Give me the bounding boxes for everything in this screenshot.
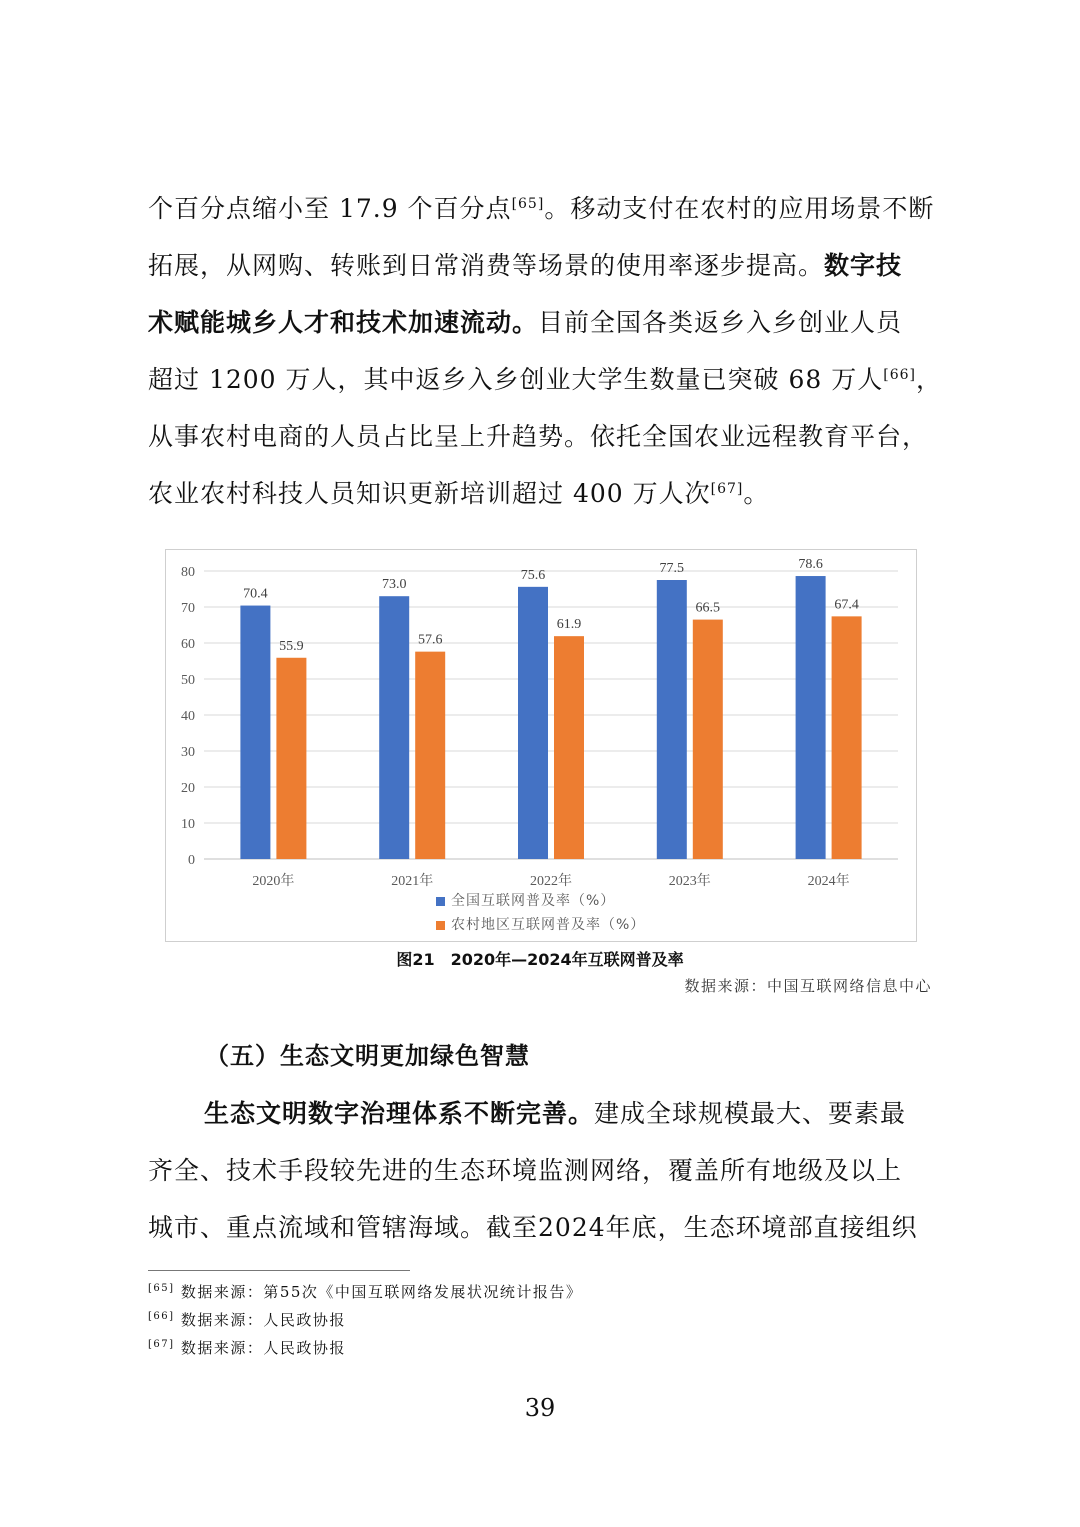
y-tick-label: 40 bbox=[181, 709, 195, 724]
bar-chart-container bbox=[165, 549, 917, 942]
legend-label: 全国互联网普及率（%） bbox=[451, 893, 616, 909]
bold-phrase: 生态文明数字治理体系不断完善。 bbox=[204, 1099, 595, 1128]
bar-national bbox=[518, 587, 548, 859]
data-label: 75.6 bbox=[520, 567, 546, 583]
data-label: 67.4 bbox=[834, 597, 859, 613]
data-label: 55.9 bbox=[279, 638, 304, 654]
bar-rural bbox=[276, 658, 306, 859]
bar-national bbox=[796, 576, 826, 859]
data-label: 78.6 bbox=[798, 557, 823, 573]
bar-rural bbox=[554, 636, 584, 859]
legend-swatch-orange bbox=[436, 921, 445, 930]
text-line: 个百分点缩小至 17.9 个百分点[65]。移动支付在农村的应用场景不断 bbox=[148, 194, 935, 223]
bar-national bbox=[379, 596, 409, 859]
bar-rural bbox=[693, 620, 723, 859]
x-tick-label: 2022年 bbox=[530, 874, 572, 889]
y-tick-label: 20 bbox=[181, 781, 195, 796]
text-line: 齐全、技术手段较先进的生态环境监测网络，覆盖所有地级及以上 bbox=[148, 1156, 903, 1185]
footnote-67: [67] 数据来源：人民政协报 bbox=[148, 1339, 346, 1357]
legend-item-rural bbox=[436, 914, 645, 934]
data-label: 70.4 bbox=[243, 586, 268, 602]
x-tick-label: 2021年 bbox=[391, 874, 434, 889]
y-tick-label: 0 bbox=[188, 853, 195, 868]
text-line: 从事农村电商的人员占比呈上升趋势。依托全国农业远程教育平台， bbox=[148, 422, 929, 451]
page-number: 39 bbox=[524, 1394, 556, 1422]
footnote-ref[interactable]: [65] bbox=[511, 196, 545, 212]
text-line: 城市、重点流域和管辖海域。截至2024年底，生态环境部直接组织 bbox=[148, 1213, 918, 1242]
figure-source: 数据来源：中国互联网络信息中心 bbox=[684, 977, 932, 995]
footnote-ref[interactable]: [67] bbox=[710, 481, 744, 497]
x-tick-label: 2024年 bbox=[807, 874, 850, 889]
y-tick-label: 50 bbox=[181, 673, 195, 688]
bar-national bbox=[657, 580, 687, 859]
bar-rural bbox=[832, 616, 862, 859]
legend-swatch-blue bbox=[436, 897, 445, 906]
text-line: 超过 1200 万人，其中返乡入乡创业大学生数量已突破 68 万人[66]， bbox=[148, 365, 942, 394]
y-tick-label: 60 bbox=[181, 637, 195, 652]
bar-chart bbox=[166, 550, 916, 941]
x-tick-label: 2023年 bbox=[668, 874, 711, 889]
y-tick-label: 30 bbox=[181, 745, 195, 760]
bar-national bbox=[240, 606, 270, 859]
data-label: 73.0 bbox=[381, 577, 407, 593]
data-label: 77.5 bbox=[659, 561, 685, 576]
legend-label: 农村地区互联网普及率（%） bbox=[451, 917, 646, 933]
legend-item-national bbox=[436, 890, 615, 910]
body-paragraph-2 bbox=[148, 1085, 948, 1256]
footnote-65: [65] 数据来源：第55次《中国互联网络发展状况统计报告》 bbox=[148, 1283, 583, 1301]
y-tick-label: 70 bbox=[181, 601, 195, 616]
figure-caption: 图21 2020年—2024年互联网普及率 bbox=[396, 950, 684, 969]
section-heading: （五）生态文明更加绿色智慧 bbox=[205, 1042, 530, 1070]
footnote-ref[interactable]: [66] bbox=[883, 367, 916, 383]
text-line: 农业农村科技人员知识更新培训超过 400 万人次[67]。 bbox=[148, 479, 770, 508]
text-line: 拓展，从网购、转账到日常消费等场景的使用率逐步提高。数字技 bbox=[148, 251, 903, 280]
text-line: 生态文明数字治理体系不断完善。建成全球规模最大、要素最 bbox=[204, 1099, 907, 1128]
data-label: 66.5 bbox=[695, 600, 721, 616]
footnote-66: [66] 数据来源：人民政协报 bbox=[148, 1311, 346, 1329]
footnote-divider bbox=[148, 1270, 410, 1271]
bold-phrase: 术赋能城乡人才和技术加速流动。 bbox=[148, 308, 539, 337]
data-label: 61.9 bbox=[556, 617, 582, 633]
x-tick-label: 2020年 bbox=[252, 874, 295, 889]
text-line: 术赋能城乡人才和技术加速流动。目前全国各类返乡入乡创业人员 bbox=[148, 308, 903, 337]
y-tick-label: 10 bbox=[181, 817, 195, 832]
bar-rural bbox=[415, 652, 445, 859]
bold-phrase: 数字技 bbox=[824, 251, 903, 280]
data-label: 57.6 bbox=[417, 632, 443, 648]
body-paragraph-1 bbox=[148, 180, 948, 522]
y-tick-label: 80 bbox=[181, 565, 195, 580]
